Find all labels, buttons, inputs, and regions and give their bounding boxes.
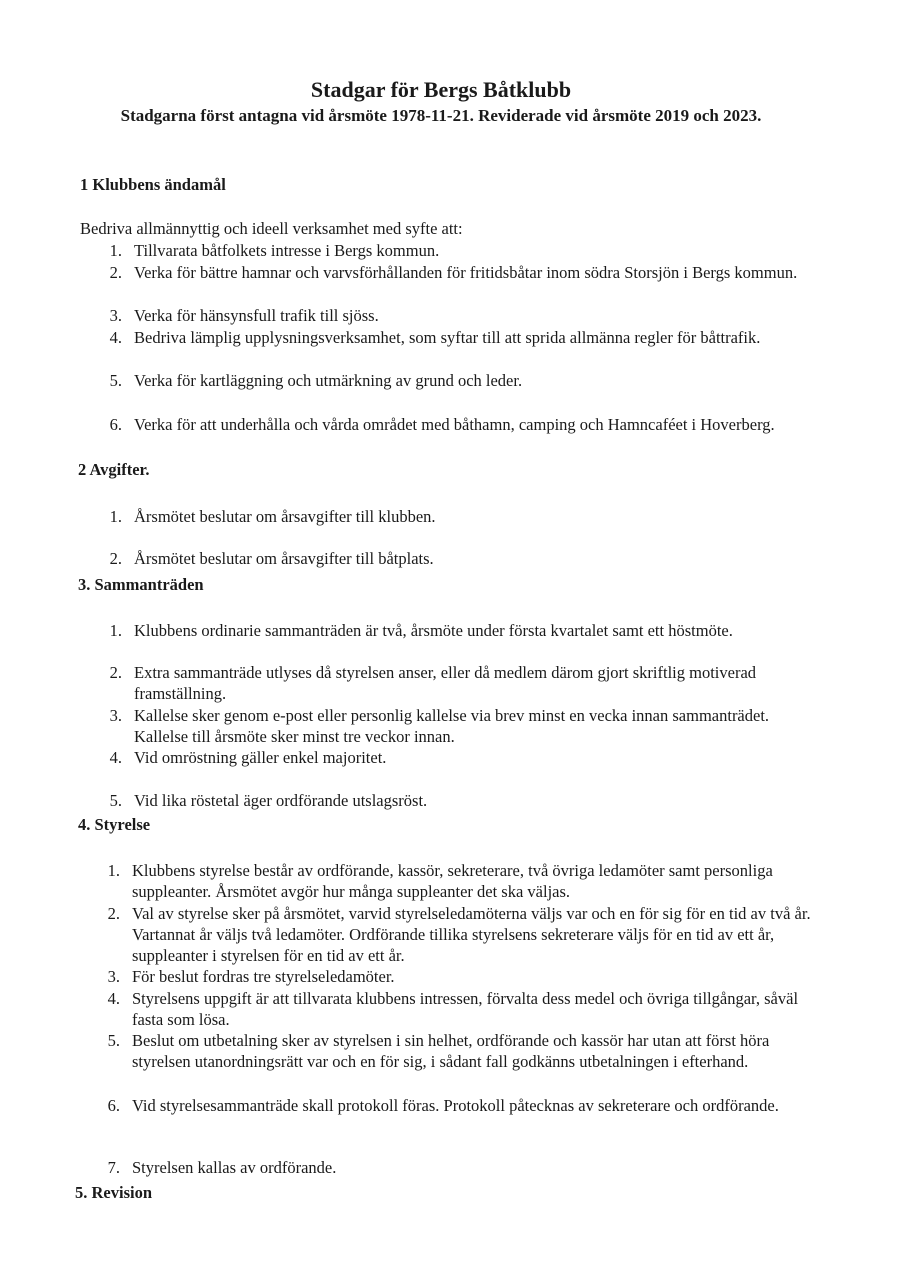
list-item-number: 4. (109, 748, 122, 767)
list-item-text: Kallelse sker genom e-post eller personlig kallelse via brev minst en vecka innan sammanträdet. Kallelse till årsmöte sker minst tre veckor innan. (134, 706, 770, 746)
section-intro: Bedriva allmännyttig och ideell verksamhet med syfte att: (80, 219, 463, 238)
list-item-text: Verka för bättre hamnar och varvsförhållanden för fritidsbåtar inom södra Storsjön i Bergs kommun. (134, 263, 798, 282)
list-item-text: Bedriva lämplig upplysningsverksamhet, som syftar till att sprida allmänna regler för båttrafik. (134, 328, 761, 347)
list-item-number: 5. (109, 371, 122, 390)
list-item-number: 3. (109, 706, 122, 725)
list-item-text: Klubbens styrelse består av ordförande, kassör, sekreterare, två övriga ledamöter samt personliga suppleanter. Årsmötet avgör hur många suppleanter det ska väljas. (132, 861, 773, 901)
list-item-number: 2. (109, 263, 122, 282)
list-item-number: 4. (109, 328, 122, 347)
list-item-text: Årsmötet beslutar om årsavgifter till klubben. (134, 507, 436, 526)
list-item-text: Verka för hänsynsfull trafik till sjöss. (134, 306, 379, 325)
list-item-number: 2. (107, 904, 120, 923)
list-item-text: Styrelsen kallas av ordförande. (132, 1158, 337, 1177)
list-item-number: 5. (109, 791, 122, 810)
section-heading: 5. Revision (75, 1183, 153, 1202)
list-item-text: Styrelsens uppgift är att tillvarata klubbens intressen, förvalta dess medel och övriga tillgångar, såväl fasta som lösa. (132, 989, 799, 1029)
list-item-text: Tillvarata båtfolkets intresse i Bergs kommun. (134, 241, 440, 260)
list-item-text: Val av styrelse sker på årsmötet, varvid styrelseledamöterna väljs var och en för sig för en tid av två år. Vartannat år väljs två ledamöter. Ordförande tillika styrelsens sekreterare väljs för en tid av ett år, suppleanter i styrelsen för en tid av ett år. (132, 904, 811, 965)
list-item-number: 7. (107, 1158, 120, 1177)
document-title: Stadgar för Bergs Båtklubb (310, 77, 572, 102)
list-item-text: Vid lika röstetal äger ordförande utslagsröst. (134, 791, 428, 810)
list-item-text: Verka för kartläggning och utmärkning av grund och leder. (134, 371, 523, 390)
list-item-number: 6. (109, 415, 122, 434)
list-item-number: 2. (109, 549, 122, 568)
section-heading: 1 Klubbens ändamål (80, 175, 226, 194)
list-item-number: 6. (107, 1096, 120, 1115)
document-subtitle: Stadgarna först antagna vid årsmöte 1978-11-21. Reviderade vid årsmöte 2019 och 2023. (120, 106, 762, 125)
section-heading: 2 Avgifter. (78, 460, 150, 479)
list-item-number: 1. (107, 861, 120, 880)
list-item-text: Extra sammanträde utlyses då styrelsen anser, eller då medlem därom gjort skriftlig motiverad framställning. (134, 663, 757, 703)
list-item-number: 1. (109, 507, 122, 526)
list-item-number: 2. (109, 663, 122, 682)
section-heading: 3. Sammanträden (78, 575, 204, 594)
list-item-text: Vid omröstning gäller enkel majoritet. (134, 748, 387, 767)
list-item-text: Klubbens ordinarie sammanträden är två, årsmöte under första kvartalet samt ett höstmöte. (134, 621, 733, 640)
list-item-number: 5. (107, 1031, 120, 1050)
section-heading: 4. Styrelse (78, 815, 151, 834)
list-item-number: 1. (109, 621, 122, 640)
list-item-number: 1. (109, 241, 122, 260)
list-item-number: 3. (107, 967, 120, 986)
list-item-number: 4. (107, 989, 120, 1008)
list-item-text: Verka för att underhålla och vårda området med båthamn, camping och Hamncaféet i Hoverberg. (134, 415, 775, 434)
list-item-text: Årsmötet beslutar om årsavgifter till båtplats. (134, 549, 434, 568)
list-item-number: 3. (109, 306, 122, 325)
list-item-text: Beslut om utbetalning sker av styrelsen i sin helhet, ordförande och kassör har utan att först höra styrelsen utanordningsrätt var och en för sig, i sådant fall godkänns utbetalningen i efterhand. (132, 1031, 770, 1071)
list-item-text: Vid styrelsesammanträde skall protokoll föras. Protokoll påtecknas av sekreterare och ordförande. (132, 1096, 779, 1115)
list-item-text: För beslut fordras tre styrelseledamöter. (132, 967, 395, 986)
